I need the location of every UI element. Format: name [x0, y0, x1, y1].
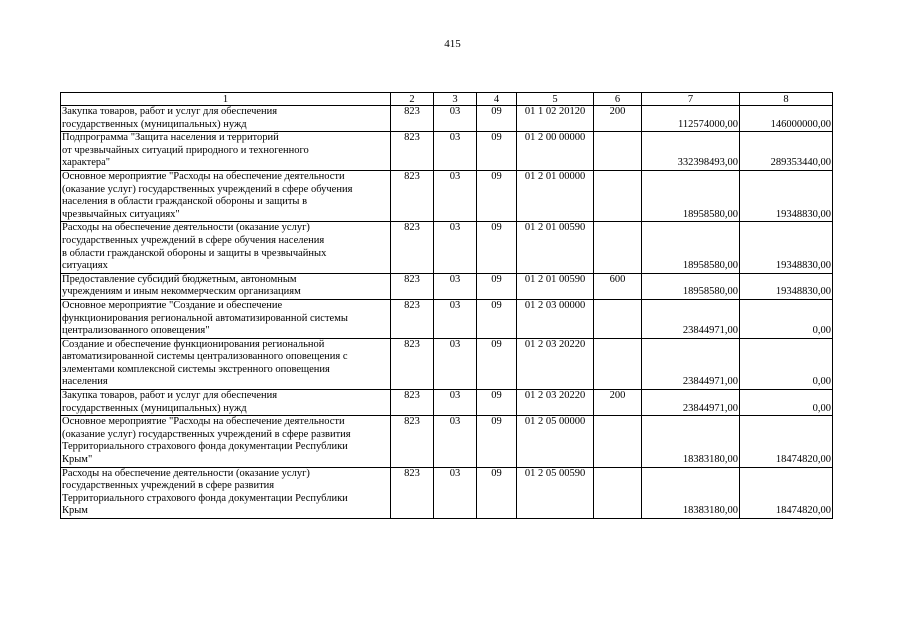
ministry-code: 823 — [391, 273, 434, 299]
amount-year-2: 289353440,00 — [740, 132, 833, 171]
amount-year-2: 146000000,00 — [740, 106, 833, 132]
expense-kind-code — [594, 416, 642, 467]
amount-year-1: 18958580,00 — [642, 170, 740, 221]
subsection-code: 09 — [477, 106, 517, 132]
row-name-text: Расходы на обеспечение деятельности (оказание услуг) государственных учреждений в сфере развития Территориального страхового фонда документации Республики Крым — [62, 467, 348, 517]
section-code: 03 — [434, 338, 477, 389]
table-row — [61, 106, 833, 132]
table-row — [61, 416, 833, 467]
column-header: 6 — [594, 93, 642, 106]
target-article-code: 01 2 00 00000 — [517, 132, 594, 171]
amount-year-1: 112574000,00 — [642, 106, 740, 132]
table-row — [61, 338, 833, 389]
row-name-text: Основное мероприятие "Создание и обеспечение функционирования региональной автоматизированной системы централизованного оповещения" — [62, 299, 348, 337]
section-code: 03 — [434, 132, 477, 171]
table-row — [61, 467, 833, 518]
section-code: 03 — [434, 170, 477, 221]
row-name-text: Основное мероприятие "Расходы на обеспечение деятельности (оказание услуг) государственных учреждений в сфере обучения населения в области гражданской обороны и защиты в чрезвычайных ситуациях" — [62, 170, 353, 220]
row-name — [61, 106, 391, 132]
amount-year-2: 19348830,00 — [740, 273, 833, 299]
subsection-code: 09 — [477, 132, 517, 171]
ministry-code: 823 — [391, 467, 434, 518]
amount-year-1: 23844971,00 — [642, 338, 740, 389]
amount-year-2: 18474820,00 — [740, 467, 833, 518]
amount-year-2: 0,00 — [740, 299, 833, 338]
target-article-code: 01 2 01 00590 — [517, 273, 594, 299]
expense-kind-code: 600 — [594, 273, 642, 299]
expense-kind-code: 200 — [594, 390, 642, 416]
section-code: 03 — [434, 390, 477, 416]
amount-year-2: 18474820,00 — [740, 416, 833, 467]
subsection-code: 09 — [477, 273, 517, 299]
section-code: 03 — [434, 273, 477, 299]
amount-year-2: 0,00 — [740, 338, 833, 389]
row-name — [61, 467, 391, 518]
row-name-text: Основное мероприятие "Расходы на обеспечение деятельности (оказание услуг) государственных учреждений в сфере развития Территориального страхового фонда документации Республики Крым" — [62, 416, 351, 466]
amount-year-1: 23844971,00 — [642, 390, 740, 416]
target-article-code: 01 2 01 00000 — [517, 170, 594, 221]
column-header: 7 — [642, 93, 740, 106]
target-article-code: 01 2 03 20220 — [517, 338, 594, 389]
amount-year-1: 332398493,00 — [642, 132, 740, 171]
column-header: 1 — [61, 93, 391, 106]
page-number: 415 — [444, 38, 461, 50]
column-header: 5 — [517, 93, 594, 106]
amount-year-1: 18958580,00 — [642, 222, 740, 273]
row-name-text: Закупка товаров, работ и услуг для обеспечения государственных (муниципальных) нужд — [62, 390, 278, 414]
ministry-code: 823 — [391, 338, 434, 389]
ministry-code: 823 — [391, 170, 434, 221]
ministry-code: 823 — [391, 132, 434, 171]
column-header: 8 — [740, 93, 833, 106]
ministry-code: 823 — [391, 416, 434, 467]
expense-kind-code — [594, 338, 642, 389]
target-article-code: 01 2 03 00000 — [517, 299, 594, 338]
target-article-code: 01 1 02 20120 — [517, 106, 594, 132]
amount-year-1: 18383180,00 — [642, 467, 740, 518]
table-row — [61, 170, 833, 221]
subsection-code: 09 — [477, 170, 517, 221]
table-row — [61, 222, 833, 273]
expense-kind-code — [594, 467, 642, 518]
expense-kind-code — [594, 170, 642, 221]
section-code: 03 — [434, 222, 477, 273]
target-article-code: 01 2 05 00590 — [517, 467, 594, 518]
row-name-text: Закупка товаров, работ и услуг для обеспечения государственных (муниципальных) нужд — [62, 106, 278, 130]
subsection-code: 09 — [477, 416, 517, 467]
section-code: 03 — [434, 416, 477, 467]
table-row — [61, 132, 833, 171]
amount-year-2: 19348830,00 — [740, 222, 833, 273]
table-row — [61, 273, 833, 299]
expense-kind-code — [594, 222, 642, 273]
subsection-code: 09 — [477, 338, 517, 389]
row-name — [61, 273, 391, 299]
budget-table — [60, 92, 833, 519]
subsection-code: 09 — [477, 390, 517, 416]
amount-year-1: 18383180,00 — [642, 416, 740, 467]
column-header: 4 — [477, 93, 517, 106]
table-row — [61, 390, 833, 416]
subsection-code: 09 — [477, 222, 517, 273]
row-name — [61, 338, 391, 389]
subsection-code: 09 — [477, 467, 517, 518]
table-row — [61, 299, 833, 338]
column-header: 2 — [391, 93, 434, 106]
amount-year-1: 18958580,00 — [642, 273, 740, 299]
amount-year-1: 23844971,00 — [642, 299, 740, 338]
amount-year-2: 19348830,00 — [740, 170, 833, 221]
ministry-code: 823 — [391, 390, 434, 416]
ministry-code: 823 — [391, 299, 434, 338]
section-code: 03 — [434, 106, 477, 132]
target-article-code: 01 2 03 20220 — [517, 390, 594, 416]
header-row — [61, 93, 833, 106]
ministry-code: 823 — [391, 222, 434, 273]
row-name — [61, 416, 391, 467]
target-article-code: 01 2 01 00590 — [517, 222, 594, 273]
expense-kind-code: 200 — [594, 106, 642, 132]
row-name — [61, 390, 391, 416]
section-code: 03 — [434, 467, 477, 518]
row-name — [61, 170, 391, 221]
row-name — [61, 222, 391, 273]
amount-year-2: 0,00 — [740, 390, 833, 416]
row-name-text: Создание и обеспечение функционирования региональной автоматизированной системы централизованного оповещения с элементами комплексной системы экстренного оповещения населения — [62, 338, 348, 388]
column-header: 3 — [434, 93, 477, 106]
section-code: 03 — [434, 299, 477, 338]
row-name-text: Расходы на обеспечение деятельности (оказание услуг) государственных учреждений в сфере обучения населения в области гражданской обороны и защиты в чрезвычайных ситуациях — [62, 222, 327, 272]
expense-kind-code — [594, 299, 642, 338]
ministry-code: 823 — [391, 106, 434, 132]
row-name — [61, 132, 391, 171]
row-name-text: Подпрограмма "Защита населения и территорий от чрезвычайных ситуаций природного и техногенного характера" — [62, 132, 309, 169]
subsection-code: 09 — [477, 299, 517, 338]
row-name-text: Предоставление субсидий бюджетным, автономным учреждениям и иным некоммерческим организациям — [62, 273, 301, 298]
row-name — [61, 299, 391, 338]
target-article-code: 01 2 05 00000 — [517, 416, 594, 467]
expense-kind-code — [594, 132, 642, 171]
